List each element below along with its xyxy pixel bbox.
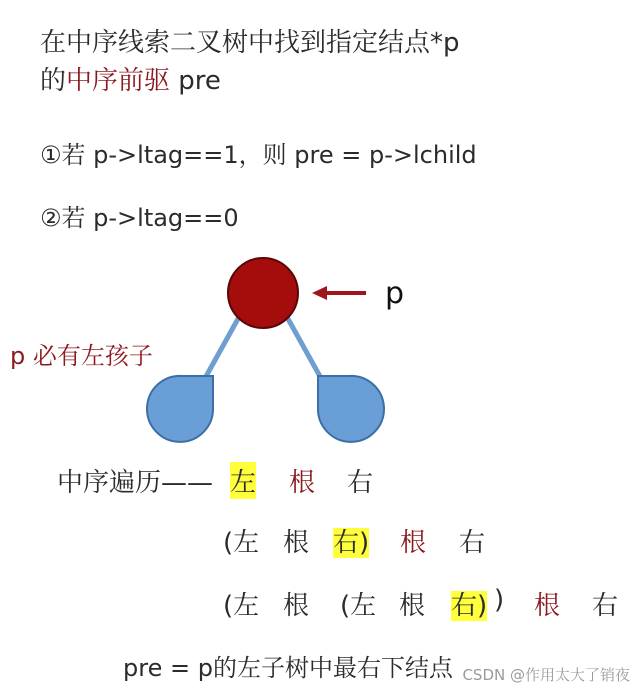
row2-outer-right: 右 — [459, 528, 486, 558]
row3-inner-left: (左 — [340, 591, 377, 621]
rule-1 — [40, 135, 477, 170]
left-child-node — [147, 376, 213, 442]
row3-inner-right-group — [451, 585, 487, 622]
conclusion-text: pre = p的左子树中最右下结点 — [123, 654, 453, 682]
pointer-label-p: p — [385, 276, 405, 311]
row3-inner-root: 根 — [399, 591, 426, 621]
row1-right: 右 — [347, 468, 374, 498]
right-child-node — [318, 376, 384, 442]
title-highlight: 中序前驱 — [66, 66, 171, 96]
title-suffix: pre — [170, 66, 221, 96]
traversal-label: 中序遍历—— — [57, 468, 214, 498]
row3-outer-right: 右 — [592, 591, 619, 621]
title-prefix: 的 — [40, 66, 67, 96]
left-child-note: p 必有左孩子 — [10, 342, 153, 370]
page-title-line1: 在中序线索二叉树中找到指定结点*p — [40, 28, 460, 58]
root-node-p — [228, 258, 298, 328]
row3-outer-root: 根 — [534, 591, 561, 621]
page-title-line2 — [40, 60, 221, 97]
row1-left: 左 — [230, 462, 256, 499]
row3-root: 根 — [283, 591, 310, 621]
rule-2-text: p->ltag==0 — [85, 204, 239, 232]
row3-close-paren: ) — [494, 585, 505, 615]
row2-left: (左 — [223, 528, 260, 558]
pointer-arrow-head — [312, 286, 327, 300]
rule-2 — [40, 198, 239, 233]
rule-1-text: p->ltag==1，则 pre = p->lchild — [85, 141, 477, 169]
row1-root: 根 — [289, 468, 316, 498]
row2-outer-root: 根 — [400, 528, 427, 558]
rule-1-marker: ①若 — [40, 141, 86, 169]
row3-inner-right: 右) — [451, 591, 488, 621]
watermark: CSDN @作用太大了销夜 — [462, 666, 630, 684]
row2-right: 右) — [333, 528, 370, 558]
rule-2-marker: ②若 — [40, 204, 86, 232]
row3-left: (左 — [223, 591, 260, 621]
row2-root: 根 — [283, 528, 310, 558]
row2-right-group — [333, 522, 369, 559]
